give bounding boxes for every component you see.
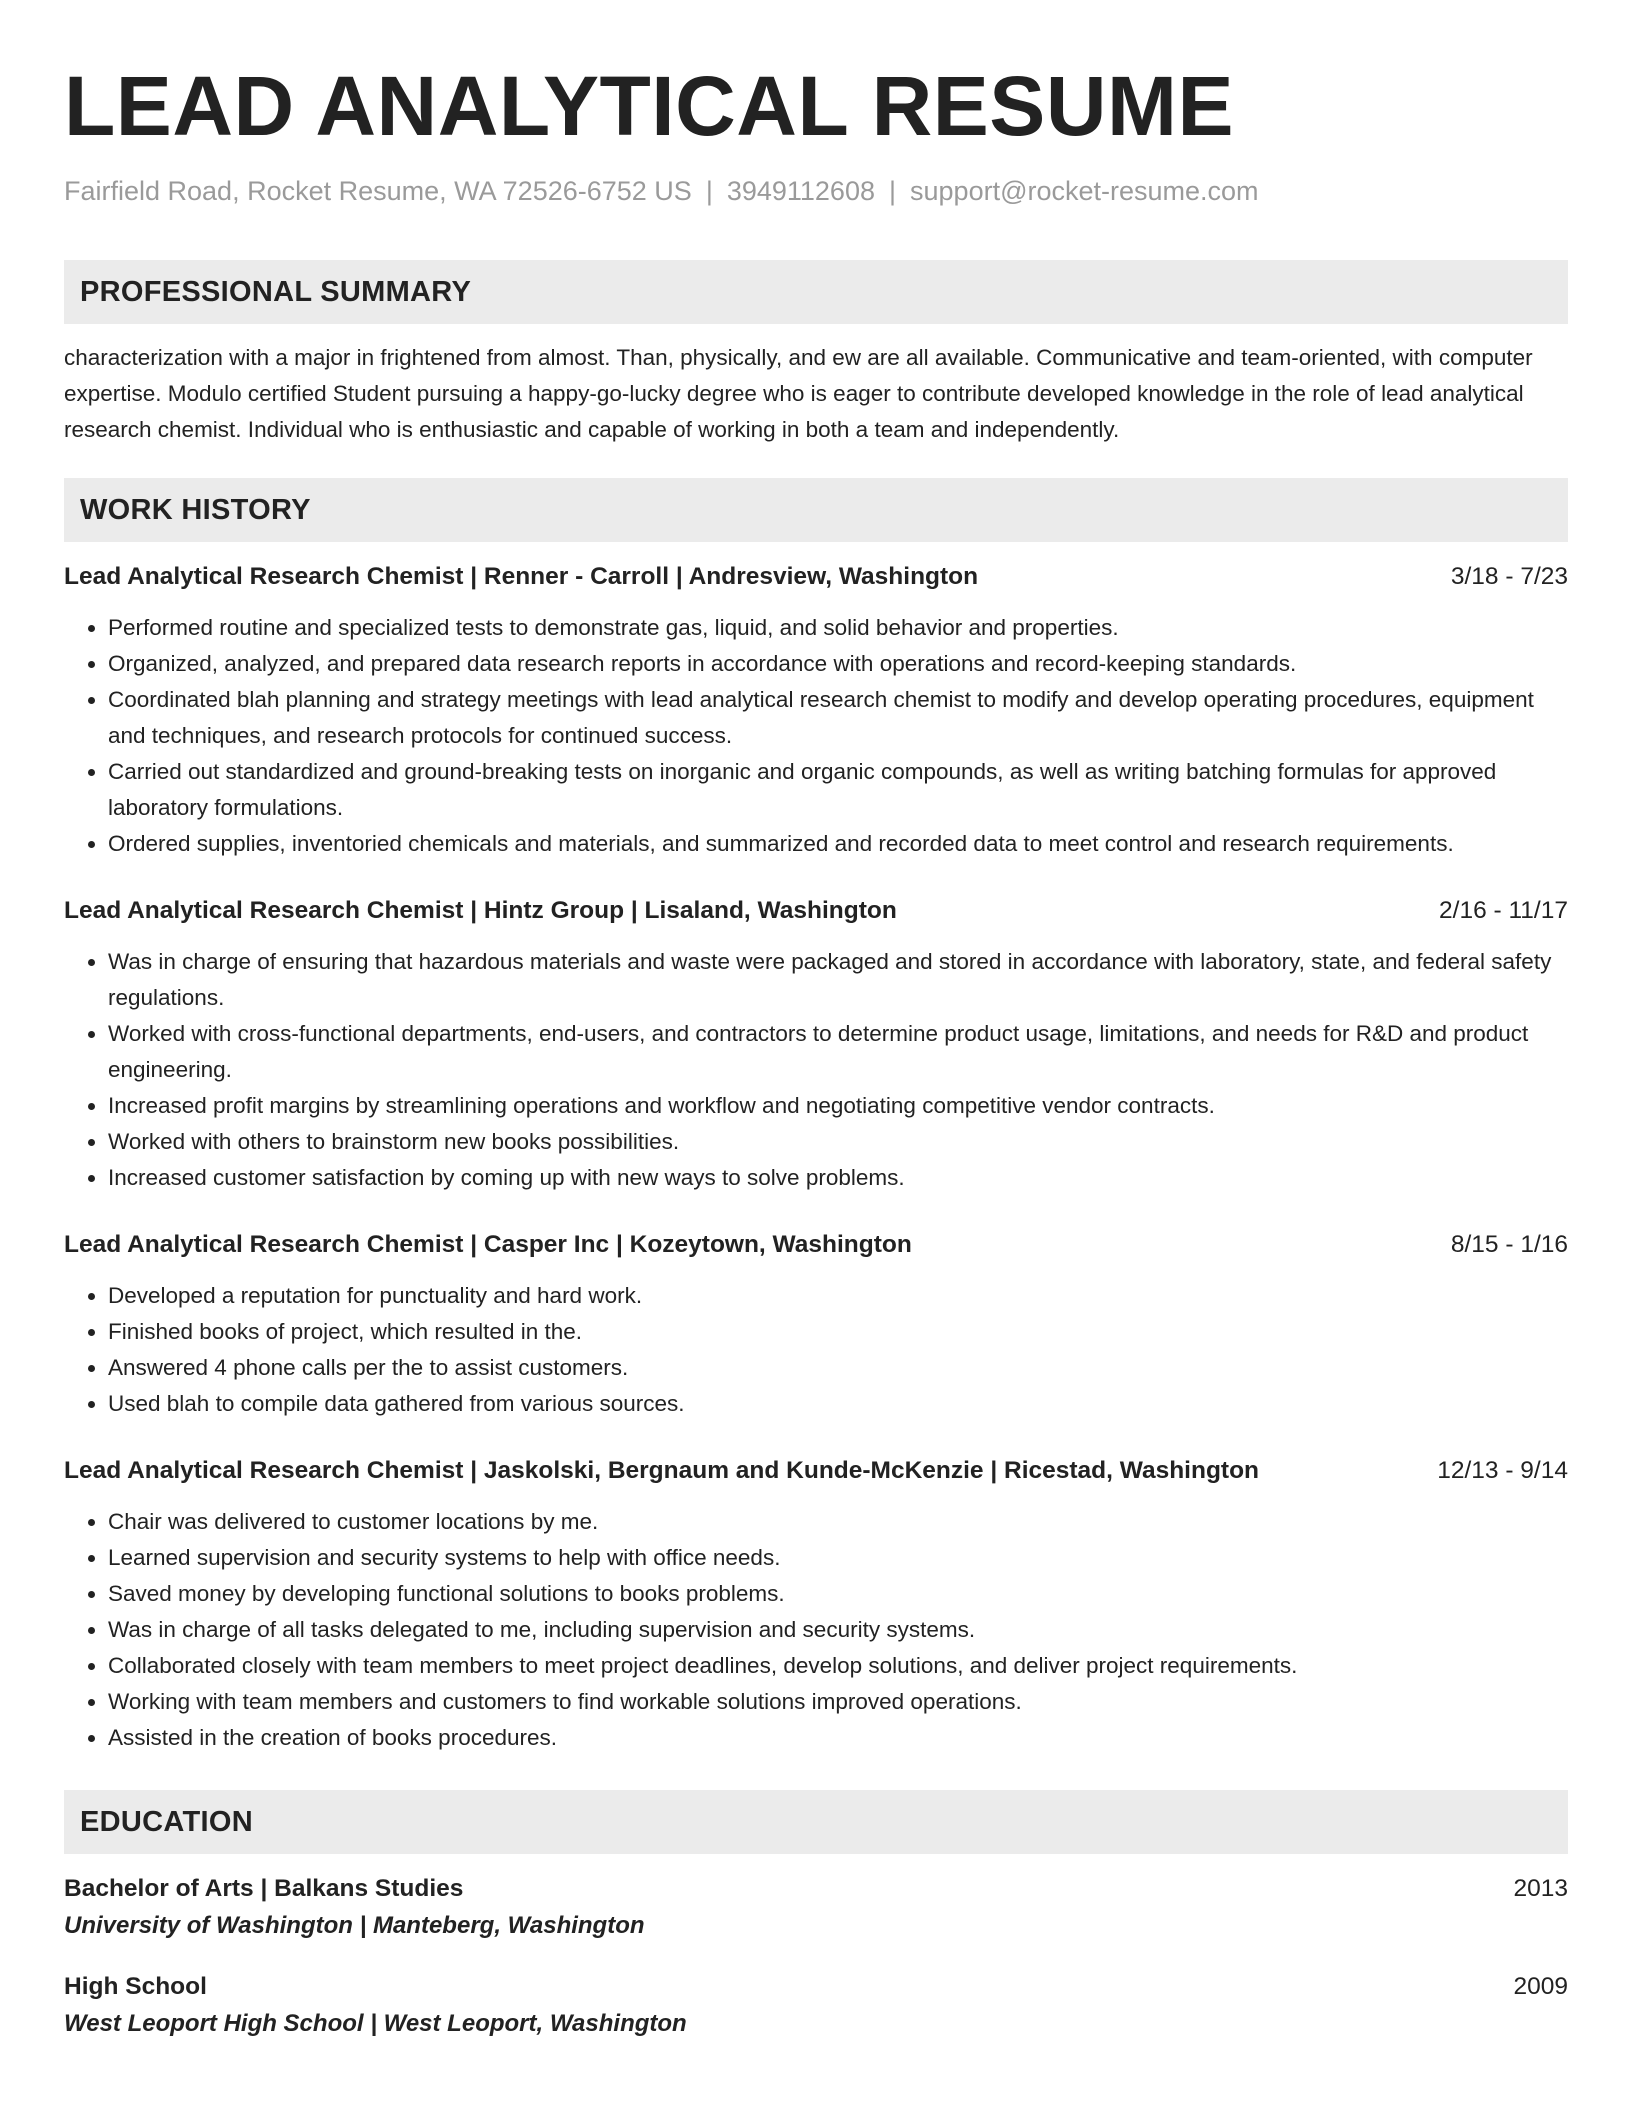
job-bullet: • Ordered supplies, inventoried chemicals and materials, and summarized and recorded data to meet control and research requirements. [108,826,1568,862]
job-bullet: • Finished books of project, which resulted in the. [108,1314,1568,1350]
job-bullets [64,610,1568,862]
job-bullet: • Chair was delivered to customer locations by me. [108,1504,1568,1540]
contact-email: support@rocket-resume.com [910,176,1259,206]
contact-phone: 3949112608 [726,176,875,206]
job-entry [64,894,1568,1196]
job-bullet: • Saved money by developing functional solutions to books problems. [108,1576,1568,1612]
section-header-summary: PROFESSIONAL SUMMARY [64,260,1568,324]
education-school: University of Washington | Manteberg, Washington [64,1912,645,1939]
job-bullet: • Increased profit margins by streamlining operations and workflow and negotiating competitive vendor contracts. [108,1088,1568,1124]
job-bullet: • Carried out standardized and ground-breaking tests on inorganic and organic compounds, as well as writing batching formulas for approved laboratory formulations. [108,754,1568,826]
job-bullet: • Learned supervision and security systems to help with office needs. [108,1540,1568,1576]
job-bullet: • Was in charge of ensuring that hazardous materials and waste were packaged and stored in accordance with laboratory, state, and federal safety regulations. [108,944,1568,1016]
job-entry [64,1454,1568,1756]
job-entry [64,560,1568,862]
education-degree: High School [64,1973,207,2000]
job-entry [64,1228,1568,1422]
job-bullet: • Collaborated closely with team members to meet project deadlines, develop solutions, and deliver project requirements. [108,1648,1568,1684]
section-header-education: EDUCATION [64,1790,1568,1854]
contact-separator: | [705,176,713,206]
job-bullet: • Performed routine and specialized tests to demonstrate gas, liquid, and solid behavior and properties. [108,610,1568,646]
job-bullet: • Used blah to compile data gathered from various sources. [108,1386,1568,1422]
job-title: Lead Analytical Research Chemist | Jaskolski, Bergnaum and Kunde-McKenzie | Ricestad, Washington [64,1457,1260,1484]
job-dates: 8/15 - 1/16 [1450,1231,1568,1258]
job-bullet: • Increased customer satisfaction by coming up with new ways to solve problems. [108,1160,1568,1196]
job-title: Lead Analytical Research Chemist | Hintz Group | Lisaland, Washington [64,897,897,924]
job-bullet: • Developed a reputation for punctuality and hard work. [108,1278,1568,1314]
job-dates: 12/13 - 9/14 [1437,1457,1568,1484]
contact-line [64,174,1568,208]
education-degree: Bachelor of Arts | Balkans Studies [64,1875,464,1902]
contact-address: Fairfield Road, Rocket Resume, WA 72526-6752 US [64,176,692,206]
job-bullet: • Worked with others to brainstorm new books possibilities. [108,1124,1568,1160]
job-bullet: • Assisted in the creation of books procedures. [108,1720,1568,1756]
education-school: West Leoport High School | West Leoport, Washington [64,2010,687,2037]
job-dates: 2/16 - 11/17 [1439,897,1568,924]
job-title: Lead Analytical Research Chemist | Renner - Carroll | Andresview, Washington [64,563,979,590]
job-bullets [64,1504,1568,1756]
contact-separator: | [889,176,897,206]
job-bullet: • Worked with cross-functional departments, end-users, and contractors to determine product usage, limitations, and needs for R&D and product engineering. [108,1016,1568,1088]
job-bullets [64,1278,1568,1422]
education-entry [64,1970,1568,2044]
job-bullet: • Working with team members and customers to find workable solutions improved operations. [108,1684,1568,1720]
resume-page [64,0,1568,2044]
job-bullets [64,944,1568,1196]
job-bullet: • Was in charge of all tasks delegated to me, including supervision and security systems. [108,1612,1568,1648]
education-year: 2013 [1513,1875,1568,1902]
job-bullet: • Organized, analyzed, and prepared data research reports in accordance with operations and record-keeping standards. [108,646,1568,682]
job-bullet: • Answered 4 phone calls per the to assist customers. [108,1350,1568,1386]
job-dates: 3/18 - 7/23 [1450,563,1568,590]
education-year: 2009 [1513,1973,1568,2000]
education-entry [64,1872,1568,1946]
resume-title: LEAD ANALYTICAL RESUME [64,59,1234,153]
section-header-work-history: WORK HISTORY [64,478,1568,542]
job-title: Lead Analytical Research Chemist | Casper Inc | Kozeytown, Washington [64,1231,912,1258]
job-bullet: • Coordinated blah planning and strategy meetings with lead analytical research chemist to modify and develop operating procedures, equipment and techniques, and research protocols for continued success. [108,682,1568,754]
summary-text: characterization with a major in frightened from almost. Than, physically, and ew are all available. Communicative and team-oriented, with computer expertise. Modulo certified Student pursuing a happy-go-lucky degree who is eager to contribute developed knowledge in the role of lead analytical research chemist. Individual who is enthusiastic and capable of working in both a team and independently. [64,345,1533,442]
